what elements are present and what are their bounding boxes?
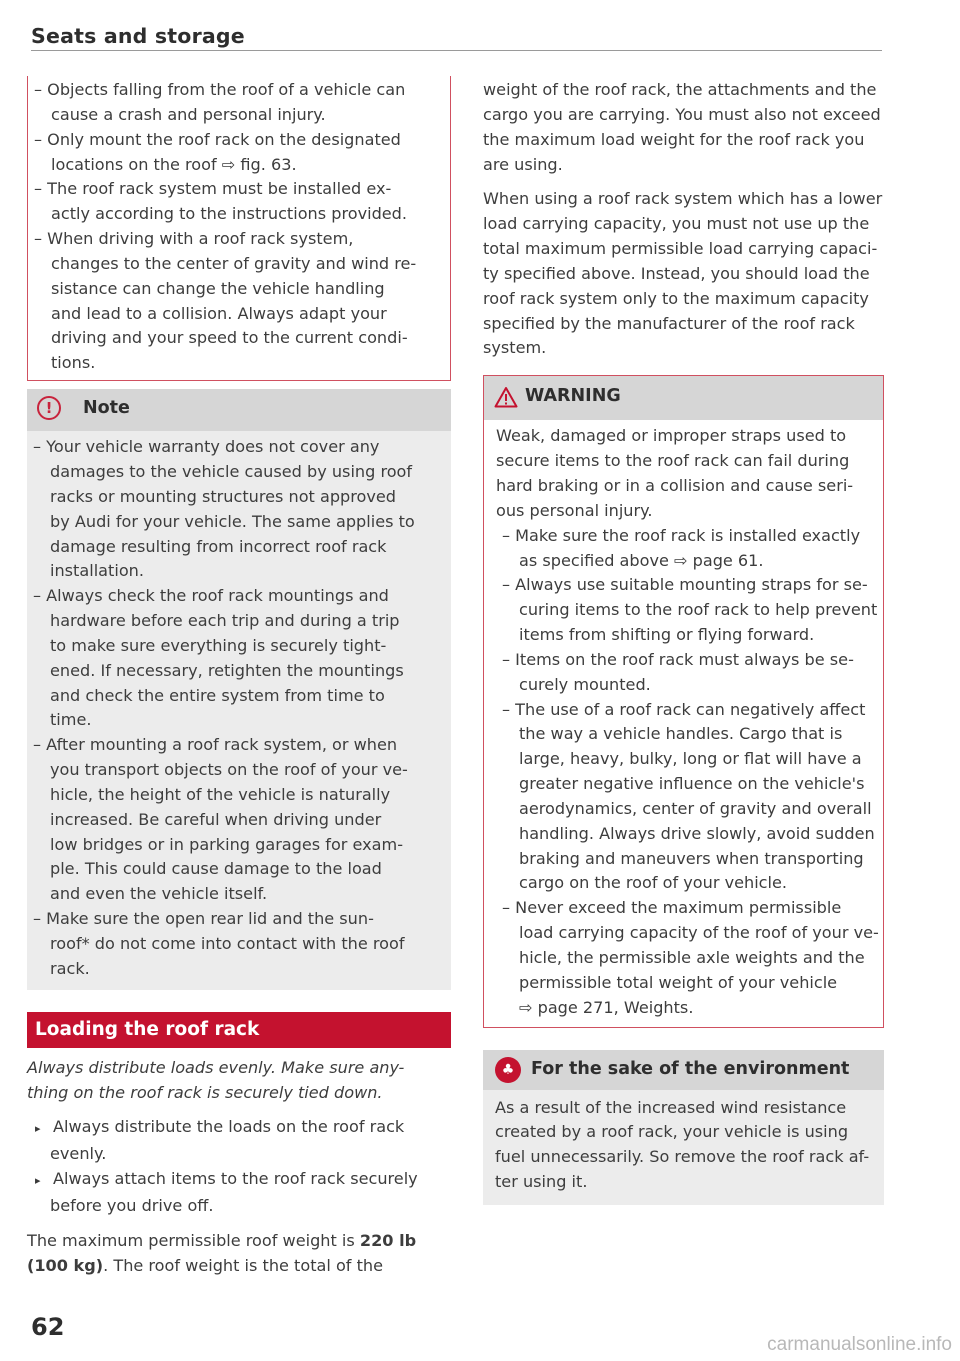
list-item-start: – Items on the roof rack must always be se- bbox=[502, 649, 854, 669]
text-line: the way a vehicle handles. Cargo that is bbox=[519, 724, 843, 744]
warning-title: WARNING bbox=[525, 386, 621, 407]
weight-lb: 220 lb bbox=[359, 1230, 417, 1250]
instruction-list bbox=[27, 1115, 451, 1218]
text-line: cargo on the roof of your vehicle. bbox=[519, 873, 788, 893]
text-line: fuel unnecessarily. So remove the roof rack af- bbox=[495, 1147, 870, 1167]
note-body bbox=[27, 431, 451, 990]
instruction-text: Always distribute the loads on the roof rack bbox=[53, 1117, 405, 1137]
text-line: handling. Always drive slowly, avoid sudden bbox=[519, 823, 875, 843]
text-line: cause a crash and personal injury. bbox=[51, 104, 326, 124]
text-line: cargo you are carrying. You must also not exceed bbox=[483, 104, 881, 124]
list-item-start: – Always check the roof rack mountings and bbox=[33, 586, 389, 606]
text-line: ple. This could cause damage to the load bbox=[50, 859, 382, 879]
roof-weight-paragraph bbox=[483, 78, 884, 177]
environment-box bbox=[483, 1050, 884, 1205]
list-item-start: – Make sure the open rear lid and the sun- bbox=[33, 909, 374, 929]
text-line: damage resulting from incorrect roof rack bbox=[50, 536, 387, 556]
weight-kg: (100 kg) bbox=[27, 1255, 104, 1275]
section-intro bbox=[27, 1056, 451, 1106]
text-line: and lead to a collision. Always adapt your bbox=[51, 303, 387, 323]
right-column bbox=[483, 78, 884, 1205]
text-line: Weak, damaged or improper straps used to bbox=[496, 426, 847, 446]
text-line: total maximum permissible load carrying capaci- bbox=[483, 239, 878, 259]
instruction-text: Always attach items to the roof rack securely bbox=[53, 1169, 418, 1189]
text-line: tions. bbox=[51, 353, 96, 373]
text-line: items from shifting or flying forward. bbox=[519, 625, 815, 645]
text-line: specified by the manufacturer of the roof rack bbox=[483, 313, 855, 333]
intro-line: Always distribute loads evenly. Make sure any- bbox=[27, 1057, 405, 1077]
text-line: aerodynamics, center of gravity and overall bbox=[519, 798, 872, 818]
instruction-item bbox=[27, 1115, 451, 1142]
text-line: increased. Be careful when driving under bbox=[50, 809, 382, 829]
paragraph-line bbox=[27, 1254, 451, 1279]
paragraph-line bbox=[27, 1229, 451, 1254]
bullet-arrow-icon: ▸ bbox=[35, 1122, 41, 1136]
warning-triangle-icon bbox=[494, 386, 518, 408]
text-line: by Audi for your vehicle. The same applies to bbox=[50, 511, 415, 531]
text-line: and check the entire system from time to bbox=[50, 685, 385, 705]
text-line: before you drive off. bbox=[50, 1195, 214, 1215]
text-line: hard braking or in a collision and cause seri- bbox=[496, 475, 854, 495]
text-line: to make sure everything is securely tight- bbox=[50, 635, 387, 655]
text-line: system. bbox=[483, 338, 547, 358]
text-line: driving and your speed to the current condi- bbox=[51, 328, 408, 348]
warning-body bbox=[484, 420, 883, 1026]
page-number: 62 bbox=[31, 1313, 65, 1341]
text-line: weight of the roof rack, the attachments and the bbox=[483, 80, 877, 99]
text-line: hicle, the height of the vehicle is naturally bbox=[50, 784, 391, 804]
text-line: changes to the center of gravity and wind re- bbox=[51, 253, 417, 273]
warning-box bbox=[483, 375, 884, 1027]
list-item-start: – The roof rack system must be installed ex- bbox=[34, 179, 392, 199]
text-line: evenly. bbox=[50, 1144, 107, 1164]
list-item-start: – When driving with a roof rack system, bbox=[34, 229, 354, 249]
text-line: rack. bbox=[50, 958, 90, 978]
text-line: locations on the roof ⇨ fig. 63. bbox=[51, 154, 297, 174]
info-exclamation-icon: ! bbox=[37, 396, 61, 420]
left-column bbox=[27, 76, 451, 1278]
text-line: installation. bbox=[50, 561, 144, 581]
text-run: The maximum permissible roof weight is bbox=[27, 1230, 360, 1250]
text-line: and even the vehicle itself. bbox=[50, 884, 268, 904]
list-item-start: – Only mount the roof rack on the designated bbox=[34, 129, 401, 149]
text-line: you transport objects on the roof of your ve- bbox=[50, 760, 408, 780]
text-line: When using a roof rack system which has a lower bbox=[483, 189, 883, 209]
leaf-icon: ♣ bbox=[495, 1057, 521, 1083]
text-line: ⇨ page 271, Weights. bbox=[519, 997, 694, 1017]
page-header-title: Seats and storage bbox=[31, 24, 245, 48]
text-line: large, heavy, bulky, long or flat will have a bbox=[519, 749, 862, 769]
capacity-paragraph bbox=[483, 187, 884, 361]
instruction-item bbox=[27, 1167, 451, 1194]
text-line: hicle, the permissible axle weights and the bbox=[519, 948, 865, 967]
list-item-start: – Never exceed the maximum permissible bbox=[502, 898, 842, 918]
list-item-start: – Your vehicle warranty does not cover any bbox=[33, 437, 380, 457]
note-box bbox=[27, 389, 451, 990]
text-line: the maximum load weight for the roof rack you bbox=[483, 129, 865, 149]
watermark[interactable]: carmanualsonline.info bbox=[767, 1334, 952, 1355]
list-item-start: – Objects falling from the roof of a vehicle can bbox=[34, 80, 406, 99]
list-item-start: – After mounting a roof rack system, or when bbox=[33, 735, 398, 755]
text-line: roof rack system only to the maximum capacity bbox=[483, 288, 869, 308]
text-line: damages to the vehicle caused by using roof bbox=[50, 461, 413, 481]
text-line: hardware before each trip and during a trip bbox=[50, 611, 400, 631]
text-line: racks or mounting structures not approved bbox=[50, 486, 397, 506]
note-title: Note bbox=[83, 398, 130, 419]
environment-title: For the sake of the environment bbox=[531, 1058, 850, 1079]
text-line: roof* do not come into contact with the roof bbox=[50, 934, 405, 953]
text-line: as specified above ⇨ page 61. bbox=[519, 550, 764, 570]
list-item-start: – The use of a roof rack can negatively affect bbox=[502, 699, 866, 719]
environment-header bbox=[483, 1050, 884, 1090]
header-rule bbox=[31, 50, 882, 51]
text-run: . The roof weight is the total of the bbox=[103, 1255, 383, 1275]
bullet-arrow-icon: ▸ bbox=[35, 1174, 41, 1188]
text-line: ty specified above. Instead, you should load the bbox=[483, 263, 870, 283]
text-line: load carrying capacity, you must not use up the bbox=[483, 214, 870, 234]
text-line: load carrying capacity of the roof of your ve- bbox=[519, 923, 879, 943]
text-line: ter using it. bbox=[495, 1172, 588, 1192]
text-line: braking and maneuvers when transporting bbox=[519, 848, 864, 868]
text-line: low bridges or in parking garages for exam- bbox=[50, 834, 404, 854]
text-line: As a result of the increased wind resistance bbox=[495, 1097, 847, 1117]
section-heading: Loading the roof rack bbox=[27, 1012, 451, 1048]
warning-header bbox=[484, 376, 883, 420]
list-item-start: – Make sure the roof rack is installed exactly bbox=[502, 525, 861, 545]
text-line: are using. bbox=[483, 154, 563, 174]
text-line: greater negative influence on the vehicle's bbox=[519, 774, 865, 794]
text-line: curely mounted. bbox=[519, 674, 651, 694]
text-line: created by a roof rack, your vehicle is using bbox=[495, 1122, 849, 1142]
text-line: secure items to the roof rack can fail during bbox=[496, 451, 850, 471]
text-line: curing items to the roof rack to help prevent bbox=[519, 600, 878, 620]
max-weight-paragraph bbox=[27, 1229, 451, 1279]
warning-continued-box bbox=[27, 76, 451, 381]
text-line: sistance can change the vehicle handling bbox=[51, 278, 385, 298]
text-line: actly according to the instructions provided. bbox=[51, 204, 408, 224]
text-line: ened. If necessary, retighten the mountings bbox=[50, 660, 404, 680]
list-item-start: – Always use suitable mounting straps for se- bbox=[502, 575, 868, 595]
text-line: ous personal injury. bbox=[496, 500, 653, 520]
intro-line: thing on the roof rack is securely tied down. bbox=[27, 1082, 383, 1102]
note-header bbox=[27, 389, 451, 431]
environment-body bbox=[483, 1090, 884, 1205]
text-line: time. bbox=[50, 710, 92, 730]
text-line: permissible total weight of your vehicle bbox=[519, 972, 838, 992]
